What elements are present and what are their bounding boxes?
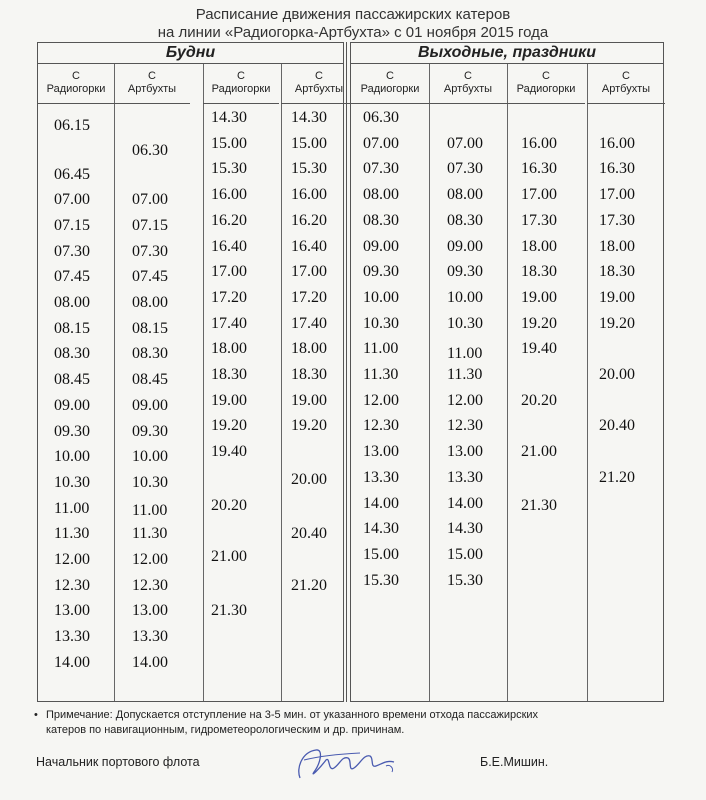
- column-header-place: Артбухты: [443, 83, 493, 95]
- departure-time: 07.00: [54, 191, 90, 209]
- departure-time: 19.40: [521, 340, 557, 358]
- column-divider: [587, 64, 588, 701]
- departure-time: 17.00: [521, 186, 557, 204]
- departure-time: 16.00: [291, 186, 327, 204]
- departure-time: 20.00: [291, 471, 327, 489]
- departure-time: 08.45: [54, 371, 90, 389]
- departure-time: 08.15: [54, 319, 90, 337]
- departure-time: 06.30: [132, 142, 168, 160]
- departure-time: 18.00: [521, 237, 557, 255]
- departure-time: 08.00: [363, 186, 399, 204]
- departure-time: 16.30: [599, 160, 635, 178]
- departure-time: 10.00: [447, 288, 483, 306]
- departure-time: 18.00: [291, 340, 327, 358]
- column-divider: [114, 64, 115, 701]
- departure-time: 20.20: [211, 497, 247, 515]
- departure-time: 19.00: [211, 391, 247, 409]
- departure-time: 12.30: [132, 576, 168, 594]
- departure-time: 08.45: [132, 371, 168, 389]
- departure-time: 06.15: [54, 116, 90, 134]
- departure-time: 15.00: [211, 134, 247, 152]
- column-header: [351, 64, 429, 104]
- departure-time: 11.30: [447, 366, 483, 383]
- departure-time: 12.30: [54, 576, 90, 594]
- column-header: [203, 64, 279, 104]
- departure-time: 16.30: [521, 160, 557, 178]
- column-header-prefix: С: [622, 70, 630, 82]
- departure-time: 16.20: [291, 211, 327, 229]
- departure-time: 18.30: [211, 366, 247, 383]
- column-header-prefix: С: [542, 70, 550, 82]
- column-header-prefix: С: [386, 70, 394, 82]
- departure-time: 08.00: [54, 294, 90, 312]
- departure-time: 17.40: [291, 314, 327, 332]
- departure-time: 17.20: [211, 288, 247, 306]
- departure-time: 17.00: [291, 263, 327, 281]
- departure-time: 07.15: [54, 216, 90, 234]
- departure-time: 09.00: [363, 237, 399, 255]
- departure-time: 10.30: [132, 473, 168, 491]
- departure-time: 10.30: [54, 473, 90, 491]
- departure-time: 15.30: [291, 160, 327, 178]
- departure-time: 07.30: [132, 242, 168, 260]
- departure-time: 11.00: [363, 340, 399, 358]
- column-divider: [429, 64, 430, 701]
- departure-time: 08.30: [132, 345, 168, 363]
- column-header-place: Радиогорки: [360, 83, 420, 95]
- departure-time: 16.00: [599, 134, 635, 152]
- departure-time: 15.30: [363, 571, 399, 589]
- departure-time: 10.00: [363, 288, 399, 306]
- departure-time: 17.40: [211, 314, 247, 332]
- departure-time: 20.20: [521, 391, 557, 409]
- departure-time: 09.30: [363, 263, 399, 281]
- departure-time: 14.00: [54, 653, 90, 671]
- departure-time: 13.30: [447, 468, 483, 486]
- departure-time: 19.20: [211, 417, 247, 435]
- departure-time: 12.30: [363, 417, 399, 435]
- note: [34, 708, 656, 738]
- departure-time: 11.00: [54, 499, 90, 517]
- column-header: [114, 64, 190, 104]
- departure-time: 18.00: [211, 340, 247, 358]
- departure-time: 11.30: [54, 525, 90, 543]
- departure-time: 17.00: [599, 186, 635, 204]
- departure-time: 17.00: [211, 263, 247, 281]
- departure-time: 08.00: [132, 294, 168, 312]
- column-header-prefix: С: [72, 70, 80, 82]
- departure-time: 13.30: [132, 628, 168, 646]
- departure-time: 16.40: [211, 237, 247, 255]
- column-header: [507, 64, 585, 104]
- departure-time: 13.00: [54, 602, 90, 620]
- column-header-place: Артбухты: [601, 83, 651, 95]
- departure-time: 15.00: [363, 545, 399, 563]
- departure-time: 07.45: [132, 268, 168, 286]
- column-header-place: Артбухты: [294, 83, 344, 95]
- departure-time: 17.30: [521, 211, 557, 229]
- departure-time: 15.00: [447, 545, 483, 563]
- departure-time: 12.00: [447, 391, 483, 409]
- column-header-place: Радиогорки: [46, 83, 106, 95]
- departure-time: 09.30: [54, 422, 90, 440]
- departure-time: 13.00: [363, 443, 399, 461]
- departure-time: 16.40: [291, 237, 327, 255]
- weekends-panel: [350, 42, 664, 702]
- departure-time: 09.00: [132, 396, 168, 414]
- departure-time: 21.00: [521, 443, 557, 461]
- departure-time: 14.30: [447, 520, 483, 538]
- departure-time: 21.20: [291, 576, 327, 594]
- departure-time: 07.30: [447, 160, 483, 178]
- column-header-place: Радиогорки: [516, 83, 576, 95]
- departure-time: 14.30: [211, 109, 247, 126]
- departure-time: 18.00: [599, 237, 635, 255]
- departure-time: 14.30: [291, 109, 327, 126]
- departure-time: 19.00: [291, 391, 327, 409]
- departure-time: 12.00: [54, 551, 90, 569]
- departure-time: 17.20: [291, 288, 327, 306]
- departure-time: 10.00: [132, 448, 168, 466]
- departure-time: 07.30: [363, 160, 399, 178]
- departure-time: 11.30: [363, 366, 399, 383]
- departure-time: 16.20: [211, 211, 247, 229]
- departure-time: 21.30: [521, 497, 557, 515]
- column-header-prefix: С: [237, 70, 245, 82]
- departure-time: 19.20: [599, 314, 635, 332]
- departure-time: 11.00: [132, 502, 168, 520]
- column-header-prefix: С: [315, 70, 323, 82]
- column-header-prefix: С: [464, 70, 472, 82]
- departure-time: 15.00: [291, 134, 327, 152]
- departure-time: 08.00: [447, 186, 483, 204]
- signature-icon: [290, 738, 410, 784]
- panel-separator: [346, 42, 347, 702]
- departure-time: 21.00: [211, 548, 247, 566]
- departure-time: 13.30: [363, 468, 399, 486]
- departure-time: 19.40: [211, 443, 247, 461]
- departure-time: 13.30: [54, 628, 90, 646]
- column-divider: [203, 64, 204, 701]
- departure-time: 10.30: [447, 314, 483, 332]
- departure-time: 19.20: [521, 314, 557, 332]
- column-header: [429, 64, 507, 104]
- column-header-prefix: С: [148, 70, 156, 82]
- departure-time: 09.30: [132, 422, 168, 440]
- departure-time: 11.00: [447, 345, 483, 363]
- note-line-1: Примечание: Допускается отступление на 3-5 мин. от указанного времени отхода пассажирских: [46, 709, 539, 721]
- column-header: [587, 64, 665, 104]
- departure-time: 09.00: [54, 396, 90, 414]
- departure-time: 13.00: [447, 443, 483, 461]
- departure-time: 07.15: [132, 216, 168, 234]
- departure-time: 18.30: [599, 263, 635, 281]
- departure-time: 10.30: [363, 314, 399, 332]
- departure-time: 07.00: [363, 134, 399, 152]
- departure-time: 21.20: [599, 468, 635, 486]
- departure-time: 19.00: [599, 288, 635, 306]
- departure-time: 21.30: [211, 602, 247, 620]
- weekends-title: Выходные, праздники: [351, 43, 663, 64]
- departure-time: 19.00: [521, 288, 557, 306]
- departure-time: 13.00: [132, 602, 168, 620]
- departure-time: 14.30: [363, 520, 399, 538]
- departure-time: 10.00: [54, 448, 90, 466]
- departure-time: 08.30: [447, 211, 483, 229]
- bullet-icon: •: [34, 709, 38, 721]
- departure-time: 14.00: [132, 653, 168, 671]
- departure-time: 18.30: [291, 366, 327, 383]
- departure-time: 08.30: [363, 211, 399, 229]
- signatory-name: Б.Е.Мишин.: [480, 755, 549, 769]
- departure-time: 14.00: [363, 494, 399, 512]
- departure-time: 14.00: [447, 494, 483, 512]
- departure-time: 09.00: [447, 237, 483, 255]
- column-divider: [507, 64, 508, 701]
- departure-time: 07.00: [132, 191, 168, 209]
- signatory-position: Начальник портового флота: [36, 755, 200, 769]
- departure-time: 09.30: [447, 263, 483, 281]
- departure-time: 08.30: [54, 345, 90, 363]
- departure-time: 07.00: [447, 134, 483, 152]
- departure-time: 20.40: [599, 417, 635, 435]
- departure-time: 06.30: [363, 109, 399, 126]
- departure-time: 15.30: [447, 571, 483, 589]
- departure-time: 07.30: [54, 242, 90, 260]
- departure-time: 08.15: [132, 319, 168, 337]
- departure-time: 16.00: [211, 186, 247, 204]
- departure-time: 07.45: [54, 268, 90, 286]
- column-divider: [281, 64, 282, 701]
- departure-time: 11.30: [132, 525, 168, 543]
- departure-time: 18.30: [521, 263, 557, 281]
- weekdays-title: Будни: [38, 43, 343, 64]
- note-line-2: катеров по навигационным, гидрометеорологическим и др. причинам.: [46, 724, 405, 736]
- departure-time: 12.00: [363, 391, 399, 409]
- departure-time: 20.40: [291, 525, 327, 543]
- departure-time: 17.30: [599, 211, 635, 229]
- title-line-2: на линии «Радиогорка-Артбухта» с 01 ноября 2015 года: [157, 24, 549, 41]
- column-header-place: Артбухты: [127, 83, 177, 95]
- departure-time: 12.30: [447, 417, 483, 435]
- departure-time: 12.00: [132, 551, 168, 569]
- title-line-1: Расписание движения пассажирских катеров: [195, 6, 511, 23]
- departure-time: 16.00: [521, 134, 557, 152]
- column-header: [38, 64, 114, 104]
- departure-time: 06.45: [54, 165, 90, 183]
- departure-time: 20.00: [599, 366, 635, 383]
- weekdays-panel: [37, 42, 344, 702]
- departure-time: 15.30: [211, 160, 247, 178]
- departure-time: 19.20: [291, 417, 327, 435]
- column-header-place: Радиогорки: [211, 83, 271, 95]
